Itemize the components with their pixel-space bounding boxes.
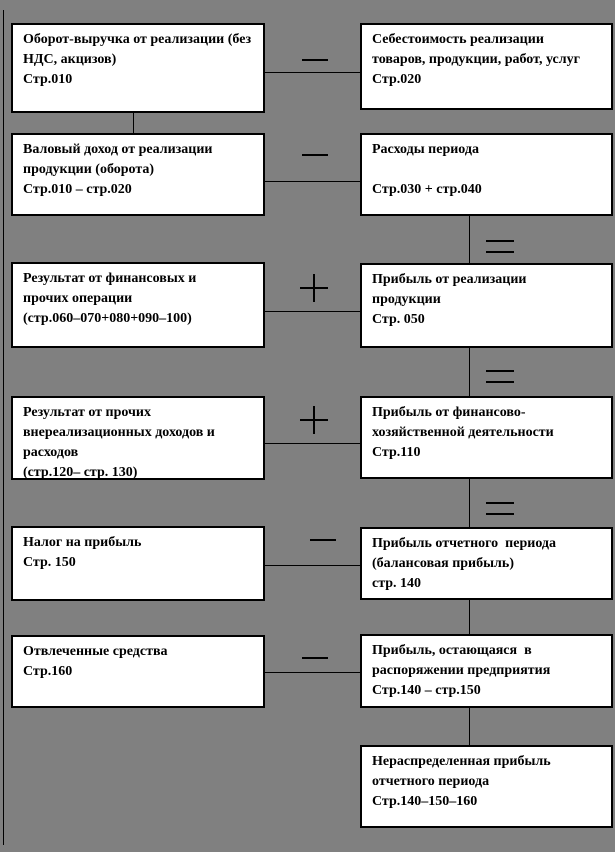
text-line: Валовый доход от реализации: [23, 142, 213, 157]
connector-row1: [264, 72, 361, 73]
equals-bar: [486, 381, 514, 383]
connector-row3: [264, 311, 361, 312]
text-line: Стр.140 – стр.150: [372, 683, 481, 698]
box-cost-of-sales: [360, 23, 613, 110]
text-line: внереализационных доходов и: [23, 425, 215, 440]
text-line: Прибыль отчетного периода: [372, 536, 556, 551]
connector-revenue-to-gross-income: [133, 112, 134, 134]
text-line: распоряжении предприятия: [372, 663, 551, 678]
box-profit-at-disposal: [360, 634, 613, 708]
text-line: НДС, акцизов): [23, 52, 117, 67]
box-reporting-profit: [360, 527, 613, 600]
box-diverted-funds: [11, 635, 265, 708]
minus-operator-row6: [302, 657, 328, 659]
text-line: (стр.060–070+080+090–100): [23, 311, 192, 326]
connector-row2: [264, 181, 361, 182]
text-line: прочих операции: [23, 291, 133, 306]
connector-fin-activity-to-reporting: [469, 478, 470, 528]
connector-expenses-to-sales-profit: [469, 215, 470, 264]
minus-operator-row1: [302, 59, 328, 61]
plus-vbar: [313, 274, 315, 302]
text-line: Стр.160: [23, 664, 73, 679]
text-line: Результат от прочих: [23, 405, 151, 420]
box-income-tax: [11, 526, 265, 601]
text-line: [372, 160, 601, 180]
connector-row5: [264, 565, 361, 566]
text-line: Результат от финансовых и: [23, 271, 197, 286]
text-line: Стр.010: [23, 72, 73, 87]
minus-operator-row5: [310, 539, 336, 541]
text-line: Прибыль от финансово-: [372, 405, 526, 420]
equals-bar: [486, 502, 514, 504]
text-line: Налог на прибыль: [23, 535, 142, 550]
text-line: Стр. 050: [372, 312, 425, 327]
box-non-sales-result: [11, 396, 265, 480]
equals-bar: [486, 251, 514, 253]
text-line: Стр.030 + стр.040: [372, 182, 482, 197]
box-undistributed-profit: [360, 745, 613, 828]
text-line: отчетного периода: [372, 774, 490, 789]
connector-reporting-to-disposal: [469, 599, 470, 635]
box-period-expenses: [360, 133, 613, 216]
text-line: Нераспределенная прибыль: [372, 754, 551, 769]
left-edge-line: [3, 10, 4, 845]
text-line: хозяйственной деятельности: [372, 425, 554, 440]
box-gross-income: [11, 133, 265, 216]
text-line: товаров, продукции, работ, услуг: [372, 52, 580, 67]
text-line: Стр.140–150–160: [372, 794, 478, 809]
text-line: Расходы периода: [372, 142, 479, 157]
box-revenue: [11, 23, 265, 113]
text-line: продукции: [372, 292, 441, 307]
text-line: Стр. 150: [23, 555, 76, 570]
text-line: Прибыль от реализации: [372, 272, 527, 287]
text-line: Стр.020: [372, 72, 422, 87]
plus-vbar: [313, 406, 315, 434]
text-line: стр. 140: [372, 576, 422, 591]
box-sales-profit: [360, 263, 613, 348]
text-line: (балансовая прибыль): [372, 556, 514, 571]
connector-row6: [264, 672, 361, 673]
text-line: Оборот-выручка от реализации (без: [23, 32, 252, 47]
text-line: Отвлеченные средства: [23, 644, 168, 659]
text-line: расходов: [23, 445, 79, 460]
text-line: продукции (оборота): [23, 162, 155, 177]
connector-row4: [264, 443, 361, 444]
text-line: Прибыль, остающаяся в: [372, 643, 532, 658]
text-line: (стр.120– стр. 130): [23, 465, 138, 480]
connector-sales-profit-to-fin-activity: [469, 347, 470, 397]
text-line: Себестоимость реализации: [372, 32, 544, 47]
minus-operator-row2: [302, 154, 328, 156]
equals-bar: [486, 370, 514, 372]
box-financial-ops-result: [11, 262, 265, 348]
equals-bar: [486, 513, 514, 515]
connector-disposal-to-undistributed: [469, 707, 470, 746]
text-line: Стр.110: [372, 445, 421, 460]
equals-bar: [486, 240, 514, 242]
text-line: Стр.010 – стр.020: [23, 182, 132, 197]
box-fin-activity-profit: [360, 396, 613, 479]
